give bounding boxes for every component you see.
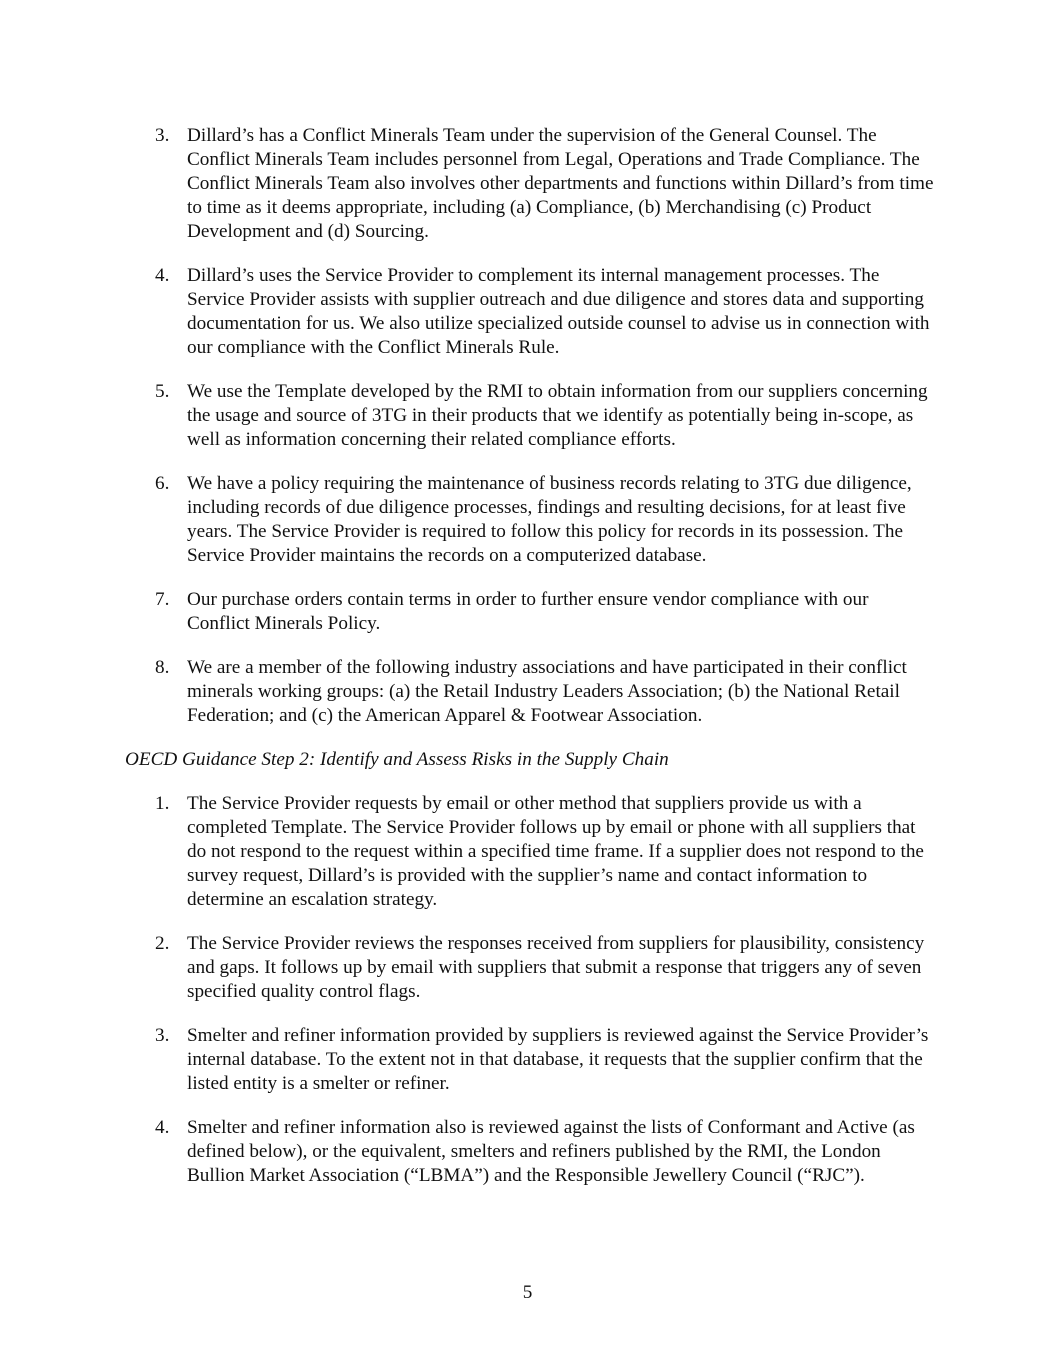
list-item-number: 3.: [155, 125, 170, 146]
list-item: [125, 792, 935, 912]
page-number: 5: [522, 1282, 533, 1303]
list-item-number: 7.: [155, 589, 170, 610]
list-item-text: The Service Provider reviews the responses received from suppliers for plausibility, consistency and gaps. It follows up by email with suppliers that submit a response that triggers any of seven specified quality control flags.: [187, 933, 925, 1002]
list-item: [125, 588, 935, 636]
list-item-number: 2.: [155, 933, 170, 954]
list-item-text: We use the Template developed by the RMI to obtain information from our suppliers concerning the usage and source of 3TG in their products that we identify as potentially being in-scope, as well as information concerning their related compliance efforts.: [187, 381, 928, 450]
list-item-text: Smelter and refiner information provided by suppliers is reviewed against the Service Provider’s internal database. To the extent not in that database, it requests that the supplier confirm that the listed entity is a smelter or refiner.: [187, 1025, 929, 1094]
list-item-text: Smelter and refiner information also is reviewed against the lists of Conformant and Active (as defined below), or the equivalent, smelters and refiners published by the RMI, the London Bullion Market Association (“LBMA”) and the Responsible Jewellery Council (“RJC”).: [187, 1117, 915, 1186]
list-item-number: 1.: [155, 793, 170, 814]
list-item-text: Our purchase orders contain terms in order to further ensure vendor compliance with our Conflict Minerals Policy.: [187, 589, 869, 634]
list-item: [125, 124, 935, 244]
list-item-number: 8.: [155, 657, 170, 678]
management-systems-list: [125, 124, 935, 728]
page-content: [125, 124, 935, 1208]
list-item: [125, 656, 935, 728]
section-heading: OECD Guidance Step 2: Identify and Assess Risks in the Supply Chain: [125, 749, 669, 770]
list-item-text: The Service Provider requests by email or other method that suppliers provide us with a completed Template. The Service Provider follows up by email or phone with all suppliers that do not respond to the request within a specified time frame. If a supplier does not respond to the survey request, Dillard’s is provided with the supplier’s name and contact information to determine an escalation strategy.: [187, 793, 924, 910]
list-item: [125, 380, 935, 452]
list-item-number: 4.: [155, 265, 170, 286]
risk-assessment-list: [125, 792, 935, 1188]
list-item-number: 4.: [155, 1117, 170, 1138]
list-item-number: 3.: [155, 1025, 170, 1046]
list-item-text: We are a member of the following industry associations and have participated in their conflict minerals working groups: (a) the Retail Industry Leaders Association; (b) the National Retail Federation; and (c) the American Apparel & Footwear Association.: [187, 657, 907, 726]
list-item: [125, 472, 935, 568]
list-item: [125, 1116, 935, 1188]
list-item: [125, 1024, 935, 1096]
list-item-number: 6.: [155, 473, 170, 494]
list-item: [125, 264, 935, 360]
list-item-text: Dillard’s has a Conflict Minerals Team under the supervision of the General Counsel. The Conflict Minerals Team includes personnel from Legal, Operations and Trade Compliance. The Conflict Minerals Team also involves other departments and functions within Dillard’s from time to time as it deems appropriate, including (a) Compliance, (b) Merchandising (c) Product Development and (d) Sourcing.: [187, 125, 934, 242]
list-item-text: We have a policy requiring the maintenance of business records relating to 3TG due diligence, including records of due diligence processes, findings and resulting decisions, for at least five years. The Service Provider is required to follow this policy for records in its possession. The Service Provider maintains the records on a computerized database.: [187, 473, 912, 566]
list-item-text: Dillard’s uses the Service Provider to complement its internal management processes. The Service Provider assists with supplier outreach and due diligence and stores data and supporting documentation for us. We also utilize specialized outside counsel to advise us in connection with our compliance with the Conflict Minerals Rule.: [187, 265, 930, 358]
list-item: [125, 932, 935, 1004]
list-item-number: 5.: [155, 381, 170, 402]
